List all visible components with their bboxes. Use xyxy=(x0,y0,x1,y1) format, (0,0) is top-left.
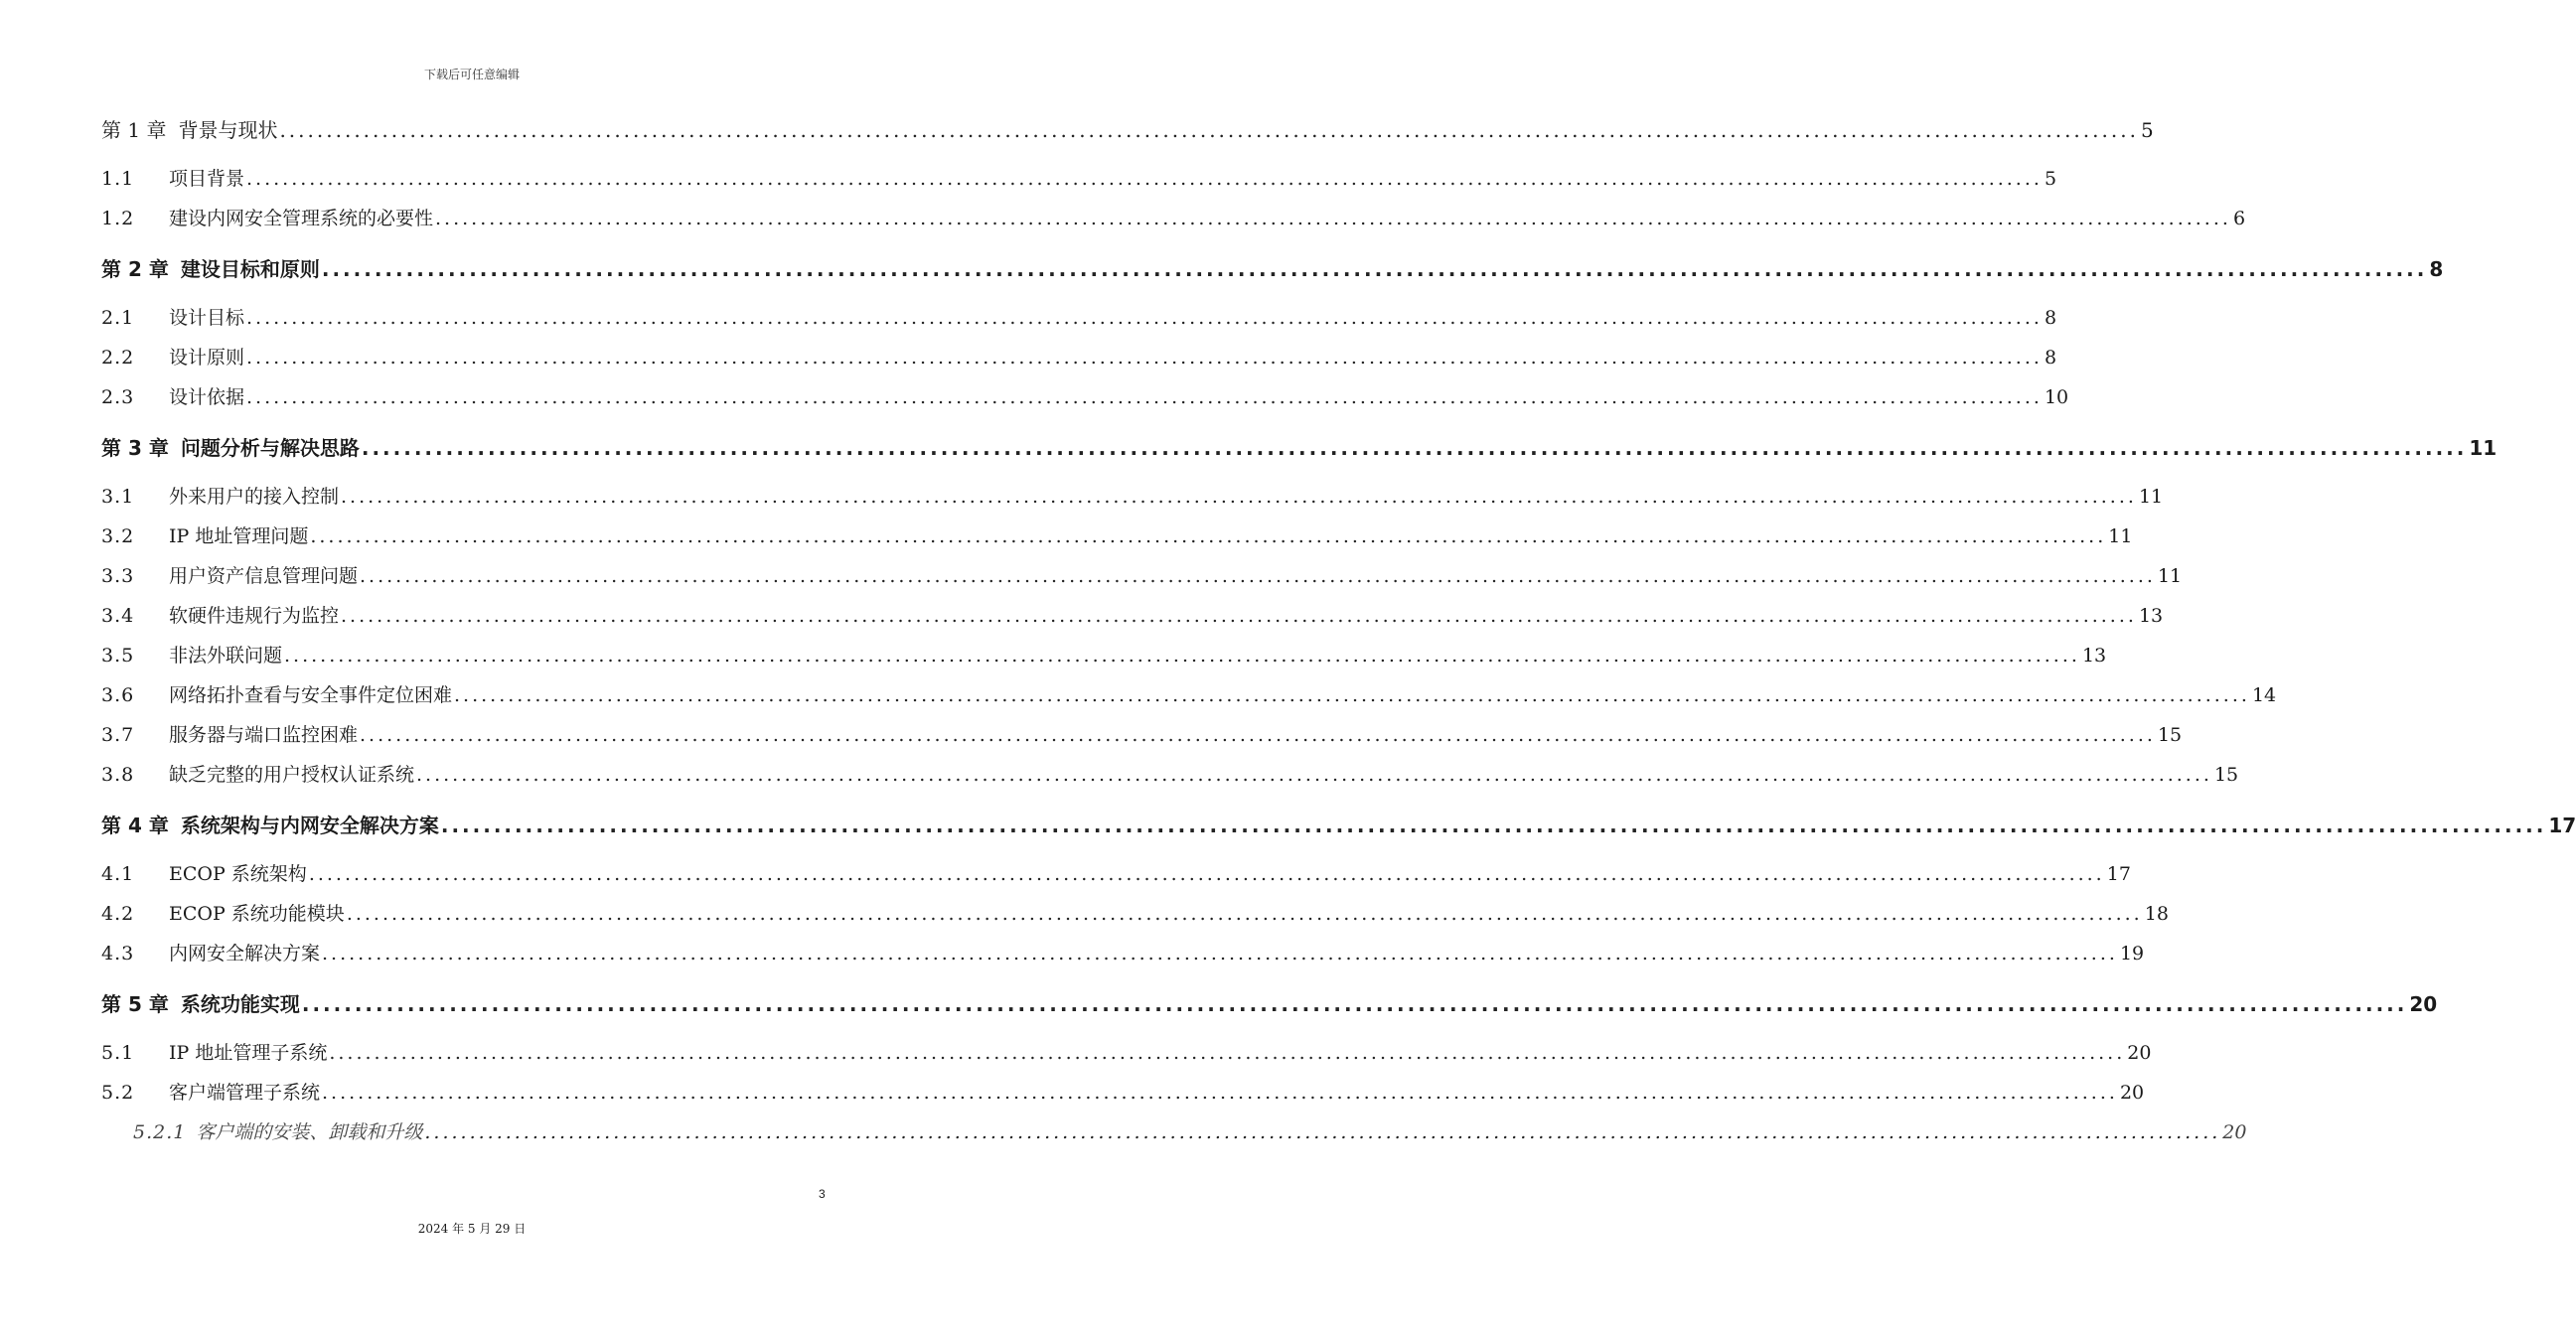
toc-dot-leader: ........................................................................................................................................................................................................ xyxy=(301,992,2408,1016)
toc-chapter-entry[interactable] xyxy=(101,253,2444,287)
toc-entry-title: 客户端的安装、卸载和升级 xyxy=(196,1121,423,1143)
toc-dot-leader: ........................................................................................................................................................................................................ xyxy=(360,724,2156,746)
toc-entry-heading xyxy=(101,760,414,787)
toc-entry-heading xyxy=(101,859,307,886)
toc-entry-number: 3.6 xyxy=(101,684,135,706)
toc-entry-title: 外来用户的接入控制 xyxy=(169,486,340,508)
toc-dot-leader: ........................................................................................................................................................................................................ xyxy=(346,903,2143,925)
toc-entry-page: 10 xyxy=(2044,386,2069,408)
toc-entry-number: 第 3 章 xyxy=(101,436,169,460)
toc-dot-leader: ........................................................................................................................................................................................................ xyxy=(246,347,2043,369)
toc-entry-title: IP 地址管理子系统 xyxy=(169,1042,328,1064)
toc-entry-number: 3.5 xyxy=(101,645,135,667)
toc-entry-heading xyxy=(101,204,433,230)
toc-entry-number: 5.1 xyxy=(101,1042,135,1064)
toc-entry-heading xyxy=(101,521,308,548)
toc-entry-number: 3.4 xyxy=(101,605,135,627)
toc-entry-number: 4.1 xyxy=(101,863,135,885)
toc-section-entry[interactable] xyxy=(101,482,2164,516)
toc-entry-page: 11 xyxy=(2469,436,2498,460)
toc-entry-number: 4.3 xyxy=(101,943,135,964)
toc-entry-title: 网络拓扑查看与安全事件定位困难 xyxy=(169,684,453,706)
toc-dot-leader: ........................................................................................................................................................................................................ xyxy=(284,645,2080,667)
toc-entry-heading xyxy=(101,1038,327,1065)
toc-entry-page: 20 xyxy=(2409,992,2438,1016)
toc-entry-number: 3.3 xyxy=(101,565,135,587)
toc-dot-leader: ........................................................................................................................................................................................................ xyxy=(329,1042,2126,1064)
toc-section-entry[interactable] xyxy=(101,601,2164,635)
toc-entry-number: 3.7 xyxy=(101,724,135,746)
toc-entry-number: 2.1 xyxy=(101,307,135,329)
toc-entry-title: 系统功能实现 xyxy=(180,992,300,1016)
toc-entry-page: 17 xyxy=(2106,863,2131,885)
toc-entry-title: 用户资产信息管理问题 xyxy=(169,565,359,587)
toc-entry-title: 背景与现状 xyxy=(178,118,278,142)
toc-dot-leader: ........................................................................................................................................................................................................ xyxy=(322,943,2118,964)
toc-dot-leader: ........................................................................................................................................................................................................ xyxy=(310,525,2107,547)
toc-entry-title: 缺乏完整的用户授权认证系统 xyxy=(169,764,415,786)
toc-entry-title: 建设内网安全管理系统的必要性 xyxy=(169,208,434,229)
toc-section-entry[interactable] xyxy=(101,641,2107,674)
toc-entry-page: 13 xyxy=(2081,645,2107,667)
toc-entry-page: 15 xyxy=(2157,724,2183,746)
toc-entry-title: 设计依据 xyxy=(169,386,245,408)
toc-entry-heading xyxy=(101,720,358,747)
toc-dot-leader: ........................................................................................................................................................................................................ xyxy=(361,436,2468,460)
toc-entry-number: 2.2 xyxy=(101,347,135,369)
toc-entry-title: 非法外联问题 xyxy=(169,645,283,667)
toc-entry-page: 8 xyxy=(2044,347,2057,369)
toc-entry-page: 17 xyxy=(2548,814,2576,837)
toc-entry-page: 20 xyxy=(2222,1121,2247,1143)
toc-entry-page: 5 xyxy=(2140,118,2154,142)
toc-entry-number: 5.2 xyxy=(101,1082,135,1104)
toc-entry-heading xyxy=(101,939,320,965)
toc-entry-title: ECOP 系统功能模块 xyxy=(169,903,345,925)
toc-dot-leader: ........................................................................................................................................................................................................ xyxy=(322,1082,2118,1104)
page-number: 3 xyxy=(819,1187,826,1201)
toc-entry-page: 11 xyxy=(2108,525,2133,547)
toc-entry-title: 设计原则 xyxy=(169,347,245,369)
toc-entry-page: 8 xyxy=(2429,257,2444,281)
toc-entry-number: 1.1 xyxy=(101,168,135,190)
toc-entry-title: 问题分析与解决思路 xyxy=(180,436,360,460)
toc-entry-page: 13 xyxy=(2138,605,2164,627)
toc-entry-page: 8 xyxy=(2044,307,2057,329)
toc-entry-page: 5 xyxy=(2044,168,2057,190)
toc-section-entry[interactable] xyxy=(101,680,2277,714)
toc-dot-leader: ........................................................................................................................................................................................................ xyxy=(416,764,2212,786)
toc-entry-title: 系统架构与内网安全解决方案 xyxy=(180,814,439,837)
toc-dot-leader: ........................................................................................................................................................................................................ xyxy=(360,565,2156,587)
toc-entry-title: 设计目标 xyxy=(169,307,245,329)
toc-section-entry[interactable] xyxy=(101,303,2057,337)
toc-entry-number: 第 4 章 xyxy=(101,814,169,837)
toc-entry-heading xyxy=(101,601,339,628)
toc-entry-title: 项目背景 xyxy=(169,168,245,190)
toc-dot-leader: ........................................................................................................................................................................................................ xyxy=(440,814,2547,837)
toc-entry-heading xyxy=(101,680,452,707)
toc-entry-title: 建设目标和原则 xyxy=(180,257,320,281)
toc-entry-heading xyxy=(101,432,360,461)
toc-chapter-entry[interactable] xyxy=(101,988,2438,1022)
toc-subsection-entry[interactable] xyxy=(133,1117,2247,1151)
toc-dot-leader: ........................................................................................................................................................................................................ xyxy=(321,257,2428,281)
toc-dot-leader: ........................................................................................................................................................................................................ xyxy=(246,168,2043,190)
toc-dot-leader: ........................................................................................................................................................................................................ xyxy=(308,863,2105,885)
toc-entry-heading xyxy=(101,810,439,838)
toc-section-entry[interactable] xyxy=(101,204,2246,237)
page-header: 下载后可任意编辑 xyxy=(423,68,520,81)
toc-entry-page: 11 xyxy=(2157,565,2183,587)
toc-dot-leader: ........................................................................................................................................................................................................ xyxy=(341,605,2137,627)
toc-section-entry[interactable] xyxy=(101,343,2057,376)
toc-entry-title: 服务器与端口监控困难 xyxy=(169,724,359,746)
toc-entry-heading xyxy=(101,1078,320,1105)
toc-entry-heading xyxy=(101,343,244,370)
toc-entry-heading xyxy=(101,482,339,509)
toc-section-entry[interactable] xyxy=(101,899,2169,933)
toc-entry-number: 2.3 xyxy=(101,386,135,408)
toc-entry-page: 11 xyxy=(2138,486,2164,508)
toc-entry-page: 19 xyxy=(2119,943,2145,964)
toc-entry-number: 4.2 xyxy=(101,903,135,925)
toc-section-entry[interactable] xyxy=(101,760,2239,794)
toc-entry-heading xyxy=(101,561,358,588)
toc-entry-title: ECOP 系统架构 xyxy=(169,863,307,885)
toc-entry-title: 软硬件违规行为监控 xyxy=(169,605,340,627)
toc-dot-leader: ........................................................................................................................................................................................................ xyxy=(246,386,2043,408)
toc-entry-page: 14 xyxy=(2251,684,2277,706)
toc-entry-number: 5.2.1 xyxy=(133,1121,187,1143)
toc-entry-page: 20 xyxy=(2119,1082,2145,1104)
toc-entry-number: 3.8 xyxy=(101,764,135,786)
toc-section-entry[interactable] xyxy=(101,382,2069,416)
toc-entry-heading xyxy=(101,641,282,668)
toc-section-entry[interactable] xyxy=(101,1038,2152,1072)
toc-chapter-entry[interactable] xyxy=(101,810,2576,843)
toc-entry-number: 第 5 章 xyxy=(101,992,169,1016)
toc-entry-number: 第 2 章 xyxy=(101,257,169,281)
toc-entry-title: IP 地址管理问题 xyxy=(169,525,309,547)
toc-entry-heading xyxy=(133,1117,422,1144)
toc-dot-leader: ........................................................................................................................................................................................................ xyxy=(424,1121,2221,1143)
toc-chapter-entry[interactable] xyxy=(101,432,2498,466)
toc-section-entry[interactable] xyxy=(101,561,2183,595)
page-footer-date: 2024 年 5 月 29 日 xyxy=(417,1222,527,1236)
toc-entry-heading xyxy=(101,253,320,282)
toc-section-entry[interactable] xyxy=(101,164,2057,198)
toc-entry-heading xyxy=(101,382,244,409)
toc-entry-page: 15 xyxy=(2213,764,2239,786)
toc-entry-number: 第 1 章 xyxy=(101,118,167,142)
toc-chapter-entry[interactable] xyxy=(101,114,2154,148)
toc-entry-page: 6 xyxy=(2232,208,2246,229)
toc-entry-heading xyxy=(101,899,345,926)
toc-entry-page: 20 xyxy=(2127,1042,2152,1064)
toc-entry-title: 客户端管理子系统 xyxy=(169,1082,321,1104)
toc-dot-leader: ........................................................................................................................................................................................................ xyxy=(279,118,2139,142)
toc-entry-heading xyxy=(101,164,244,191)
toc-section-entry[interactable] xyxy=(101,521,2133,555)
toc-section-entry[interactable] xyxy=(101,720,2183,754)
toc-dot-leader: ........................................................................................................................................................................................................ xyxy=(454,684,2250,706)
toc-entry-title: 内网安全解决方案 xyxy=(169,943,321,964)
toc-entry-heading xyxy=(101,988,300,1017)
toc-entry-heading xyxy=(101,114,277,143)
toc-section-entry[interactable] xyxy=(101,1078,2145,1112)
toc-entry-heading xyxy=(101,303,244,330)
toc-entry-number: 3.2 xyxy=(101,525,135,547)
toc-entry-page: 18 xyxy=(2144,903,2169,925)
toc-section-entry[interactable] xyxy=(101,859,2131,893)
toc-section-entry[interactable] xyxy=(101,939,2145,972)
toc-dot-leader: ........................................................................................................................................................................................................ xyxy=(246,307,2043,329)
toc-dot-leader: ........................................................................................................................................................................................................ xyxy=(435,208,2231,229)
toc-dot-leader: ........................................................................................................................................................................................................ xyxy=(341,486,2137,508)
toc-entry-number: 1.2 xyxy=(101,208,135,229)
toc-entry-number: 3.1 xyxy=(101,486,135,508)
